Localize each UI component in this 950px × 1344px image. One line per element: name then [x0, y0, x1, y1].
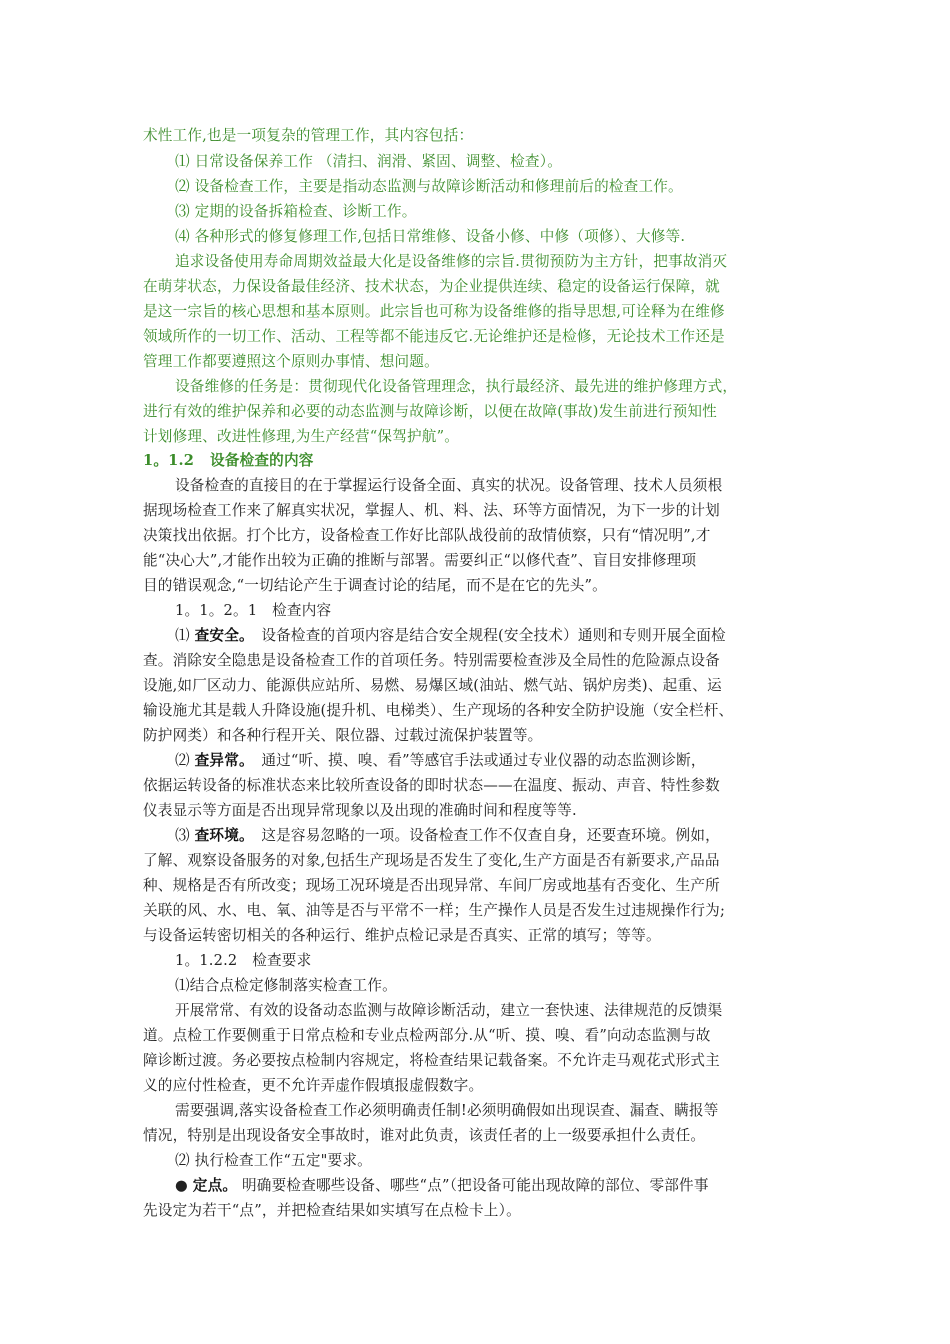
text-line: 设施,如厂区动力、能源供应站所、易燃、易爆区域(油站、燃气站、锅炉房类)、起重、运	[143, 677, 722, 694]
item-number: ⑵	[175, 752, 195, 769]
text-line: 需要强调,落实设备检查工作必须明确责任制!必须明确假如出现误查、漏查、瞒报等	[175, 1102, 719, 1119]
section-number: 1。1.2	[143, 452, 195, 469]
text-line: 目的错误观念,“一切结论产生于调查讨论的结尾，而不是在它的先头”。	[143, 577, 607, 594]
list-item: ⑴结合点检定修制落实检查工作。	[175, 977, 397, 994]
list-item	[175, 748, 706, 774]
list-item	[175, 823, 720, 849]
item-title: 查环境。	[194, 827, 247, 844]
item-title: 查异常。	[194, 752, 247, 769]
text-line: 先设定为若干“点”，并把检查结果如实填写在点检卡上）。	[143, 1202, 521, 1219]
text-line: 设备检查的直接目的在于掌握运行设备全面、真实的状况。设备管理、技术人员须根	[175, 477, 723, 494]
item-title: 查安全。	[194, 627, 247, 644]
subsection-heading: 1。1。2。1 检查内容	[175, 602, 332, 619]
list-item: ⑵ 执行检查工作“五定"要求。	[175, 1152, 372, 1169]
item-text: 这是容易忽略的一项。设备检查工作不仅查自身，还要查环境。例如，	[246, 827, 720, 844]
text-line: 障诊断过渡。务必要按点检制内容规定，将检查结果记载备案。不允许走马观花式形式主	[143, 1052, 720, 1069]
bullet-item	[175, 1173, 709, 1199]
subsection-heading: 1。1.2.2 检查要求	[175, 952, 312, 969]
text-line: 追求设备使用寿命周期效益最大化是设备维修的宗旨.贯彻预防为主方针，把事故消灭	[175, 253, 728, 270]
bullet-title: 定点。	[192, 1177, 238, 1194]
text-line: 依据运转设备的标准状态来比较所查设备的即时状态——在温度、振动、声音、特性参数	[143, 777, 720, 794]
text-line: 是这一宗旨的核心思想和基本原则。此宗旨也可称为设备维修的指导思想,可诠释为在维修	[143, 303, 725, 320]
section-heading	[143, 448, 314, 474]
text-line: 据现场检查工作来了解真实状况，掌握人、机、料、法、环等方面情况，为下一步的计划	[143, 502, 720, 519]
text-line: 防护网类）和各种行程开关、限位器、过载过流保护装置等。	[143, 727, 543, 744]
text-line: 情况，特别是出现设备安全事故时，谁对此负责，该责任者的上一级要承担什么责任。	[143, 1127, 706, 1144]
item-number: ⑴	[175, 627, 195, 644]
text-line: 设备维修的任务是：贯彻现代化设备管理理念，执行最经济、最先进的维护修理方式，	[175, 378, 738, 395]
text-line: 了解、观察设备服务的对象,包括生产现场是否发生了变化,生产方面是否有新要求,产品品	[143, 852, 720, 869]
list-item	[175, 623, 726, 649]
text-line: 决策找出依据。打个比方，设备检查工作好比部队战役前的敌情侦察，只有“情况明”,才	[143, 527, 711, 544]
text-line: 能“决心大”,才能作出较为正确的推断与部署。需要纠正“以修代查”、盲目安排修理项	[143, 552, 697, 569]
list-item: ⑵ 设备检查工作，主要是指动态监测与故障诊断活动和修理前后的检查工作。	[175, 178, 683, 195]
text-line: 领域所作的一切工作、活动、工程等都不能违反它.无论维护还是检修，无论技术工作还是	[143, 328, 725, 345]
text-line: 查。消除安全隐患是设备检查工作的首项任务。特别需要检查涉及全局性的危险源点设备	[143, 652, 720, 669]
item-number: ⑶	[175, 827, 195, 844]
text-line: 进行有效的维护保养和必要的动态监测与故障诊断，以便在故障(事故)发生前进行预知性	[143, 403, 717, 420]
list-item: ⑴ 日常设备保养工作 （清扫、润滑、紧固、调整、检查）。	[175, 153, 563, 170]
list-item: ⑶ 定期的设备拆箱检查、诊断工作。	[175, 203, 417, 220]
bullet-icon: ●	[175, 1177, 188, 1194]
text-line: 道。点检工作要侧重于日常点检和专业点检两部分.从“听、摸、嗅、看”向动态监测与故	[143, 1027, 711, 1044]
text-line: 术性工作,也是一项复杂的管理工作，其内容包括：	[143, 127, 474, 144]
text-line: 在萌芽状态，力保设备最佳经济、技术状态，为企业提供连续、稳定的设备运行保障，就	[143, 278, 720, 295]
text-line: 输设施尤其是载人升降设施(提升机、电梯类）、生产现场的各种安全防护设施（安全栏杆、	[143, 702, 734, 719]
section-title: 设备检查的内容	[209, 452, 314, 469]
text-line: 与设备运转密切相关的各种运行、维护点检记录是否真实、正常的填写；等等。	[143, 927, 661, 944]
text-line: 仪表显示等方面是否出现异常现象以及出现的准确时间和程度等等.	[143, 802, 577, 819]
text-line: 种、规格是否有所改变；现场工况环境是否出现异常、车间厂房或地基有否变化、生产所	[143, 877, 720, 894]
text-line: 义的应付性检查，更不允许弄虚作假填报虚假数字。	[143, 1077, 484, 1094]
text-line: 开展常常、有效的设备动态监测与故障诊断活动，建立一套快速、法律规范的反馈渠	[175, 1002, 723, 1019]
bullet-text: 明确要检查哪些设备、哪些“点”（把设备可能出现故障的部位、零部件事	[242, 1177, 709, 1194]
item-text: 通过“听、摸、嗅、看”等感官手法或通过专业仪器的动态监测诊断，	[246, 752, 706, 769]
item-text: 设备检查的首项内容是结合安全规程(安全技术）通则和专则开展全面检	[246, 627, 726, 644]
text-line: 管理工作都要遵照这个原则办事情、想问题。	[143, 353, 439, 370]
text-line: 计划修理、改进性修理,为生产经营“保驾护航”。	[143, 428, 460, 445]
list-item: ⑷ 各种形式的修复修理工作,包括日常维修、设备小修、中修（项修）、大修等.	[175, 228, 686, 245]
text-line: 关联的风、水、电、氧、油等是否与平常不一样；生产操作人员是否发生过违规操作行为;	[143, 902, 726, 919]
